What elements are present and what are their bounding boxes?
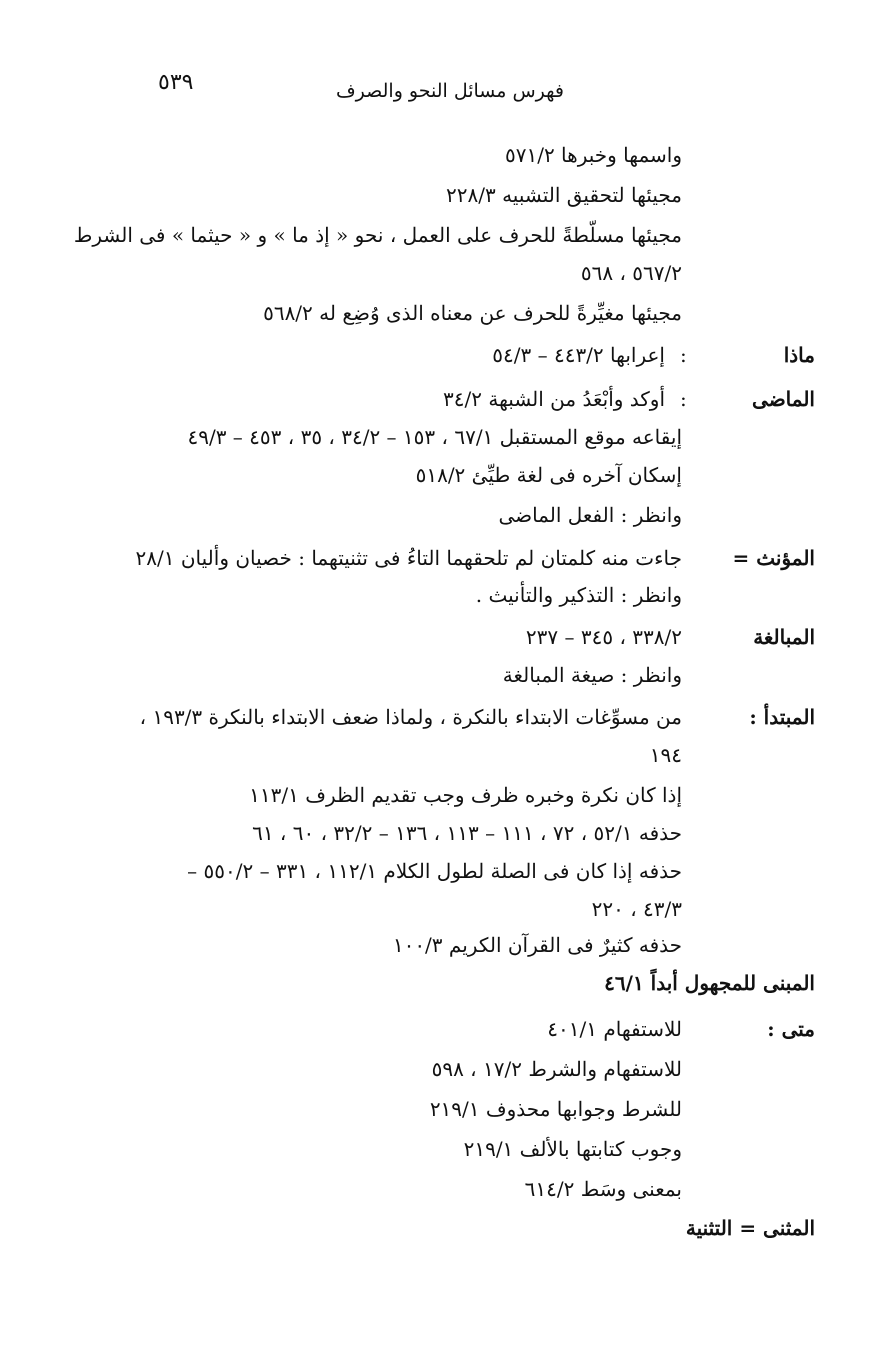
headword-madi: الماضى xyxy=(752,387,815,411)
index-line: إيقاعه موقع المستقبل ٦٧/١ ، ١٥٣ – ٣٤/٢ ، ٣٥ ، ٤٥٣ – ٤٩/٣ xyxy=(187,425,682,449)
headword-mabni: المبنى للمجهول أبداً ٤٦/١ xyxy=(604,971,815,995)
index-line: وانظر : صيغة المبالغة xyxy=(502,663,682,687)
headword-madha: ماذا xyxy=(783,343,815,367)
index-line: من مسوِّغات الابتداء بالنكرة ، ولماذا ضعف الابتداء بالنكرة ١٩٣/٣ ، xyxy=(139,705,682,729)
index-line: ٤٣/٣ ، ٢٢٠ xyxy=(591,897,682,921)
index-line: أوكد وأبْعَدُ من الشبهة ٣٤/٢ xyxy=(443,387,665,411)
headword-muannath: المؤنث = xyxy=(732,546,815,570)
index-line: واسمها وخبرها ٥٧١/٢ xyxy=(504,143,682,167)
index-line: بمعنى وسَط ٦١٤/٢ xyxy=(524,1177,682,1201)
index-line: للاستفهام والشرط ١٧/٢ ، ٥٩٨ xyxy=(431,1057,682,1081)
index-line: مجيئها مسلّطةً للحرف على العمل ، نحو « إذ ما » و « حيثما » فى الشرط xyxy=(73,223,682,247)
index-line: إسكان آخره فى لغة طيِّئ ٥١٨/٢ xyxy=(415,463,682,487)
colon-separator: : xyxy=(680,343,687,367)
index-line: حذفه إذا كان فى الصلة لطول الكلام ١١٢/١ ، ٣٣١ – ٥٥٠/٢ – xyxy=(187,859,682,883)
headword-mata: متى : xyxy=(767,1017,815,1041)
index-line: للشرط وجوابها محذوف ٢١٩/١ xyxy=(429,1097,682,1121)
index-line: جاءت منه كلمتان لم تلحقهما التاءُ فى تثنيتهما : خصيان وأليان ٢٨/١ xyxy=(135,546,682,570)
colon-separator: : xyxy=(680,387,687,411)
index-line: مجيئها لتحقيق التشبيه ٢٢٨/٣ xyxy=(446,183,682,207)
index-line: حذفه كثيرٌ فى القرآن الكريم ١٠٠/٣ xyxy=(392,933,682,957)
index-line: للاستفهام ٤٠١/١ xyxy=(547,1017,682,1041)
running-title: فهرس مسائل النحو والصرف xyxy=(335,80,564,102)
index-line: حذفه ٥٢/١ ، ٧٢ ، ١١١ – ١١٣ ، ١٣٦ – ٣٢/٢ ، ٦٠ ، ٦١ xyxy=(252,821,682,845)
index-line: ٣٣٨/٢ ، ٣٤٥ – ٢٣٧ xyxy=(525,625,682,649)
index-line: مجيئها مغيِّرةً للحرف عن معناه الذى وُضِع له ٥٦٨/٢ xyxy=(263,301,682,325)
index-line: ٥٦٧/٢ ، ٥٦٨ xyxy=(580,261,682,285)
index-line: وجوب كتابتها بالألف ٢١٩/١ xyxy=(463,1137,682,1161)
index-line: إذا كان نكرة وخبره ظرف وجب تقديم الظرف ١١٣/١ xyxy=(249,783,682,807)
headword-mubalagha: المبالغة xyxy=(753,625,815,649)
index-line: وانظر : الفعل الماضى xyxy=(498,503,682,527)
headword-muthanna: المثنى = التثنية xyxy=(685,1216,815,1240)
index-line: إعرابها ٤٤٣/٢ – ٥٤/٣ xyxy=(492,343,665,367)
index-line: وانظر : التذكير والتأنيث . xyxy=(475,583,682,607)
index-line: ١٩٤ xyxy=(649,743,682,767)
page-number: ٥٣٩ xyxy=(158,70,194,95)
headword-mubtada: المبتدأ : xyxy=(749,705,815,729)
